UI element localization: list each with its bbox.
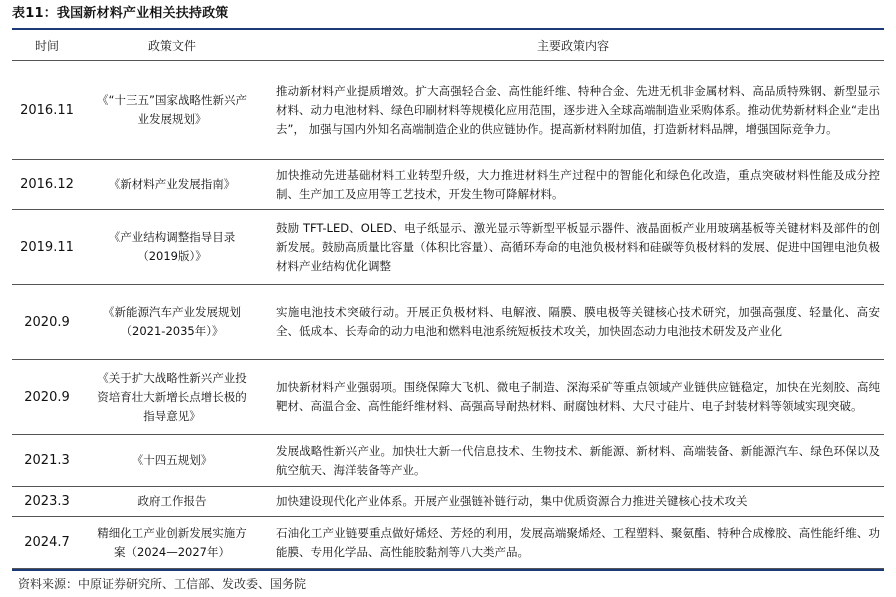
row-content: 鼓励 TFT-LED、OLED、电子纸显示、激光显示等新型平板显示器件、液晶面板产业用玻璃基板等关键材料及部件的创新发展。鼓励高质量比容量（体积比容量）、高循环寿命的电池负极材料和硅碳等负极材料的发展、促进中国锂电池负极材料产业结构优化调整 (262, 210, 884, 285)
table-row (12, 160, 884, 210)
row-content: 推动新材料产业提质增效。扩大高强轻合金、高性能纤维、特种合金、先进无机非金属材料、高品质特殊钢、新型显示材料、动力电池材料、绿色印刷材料等规模化应用范围，逐步进入全球高端制造业采购体系。推动优势新材料企业“走出去”， 加强与国内外知名高端制造企业的供应链协作。提高新材料附加值，打造新材料品牌，增强国际竞争力。 (262, 61, 884, 160)
row-date: 2016.11 (12, 61, 82, 160)
table-row (12, 435, 884, 487)
header-content: 主要政策内容 (262, 30, 884, 61)
policy-table (12, 30, 884, 569)
row-content: 加快新材料产业强弱项。围绕保障大飞机、微电子制造、深海采矿等重点领域产业链供应链稳定，加快在光刻胶、高纯靶材、高温合金、高性能纤维材料、高强高导耐热材料、耐腐蚀材料、大尺寸硅片、电子封装材料等领域实现突破。 (262, 360, 884, 435)
row-document: 政府工作报告 (82, 487, 262, 517)
table-title: 表11：我国新材料产业相关扶持政策 (12, 6, 229, 21)
row-document: 《新材料产业发展指南》 (82, 160, 262, 210)
row-content: 石油化工产业链要重点做好烯烃、芳烃的利用，发展高端聚烯烃、工程塑料、聚氨酯、特种合成橡胶、高性能纤维、功能膜、专用化学品、高性能胶黏剂等八大类产品。 (262, 517, 884, 569)
table-row (12, 210, 884, 285)
table-row (12, 285, 884, 360)
row-date: 2024.7 (12, 517, 82, 569)
row-date: 2020.9 (12, 360, 82, 435)
row-document: 《产业结构调整指导目录（2019版）》 (82, 210, 262, 285)
row-document: 《“十三五”国家战略性新兴产业发展规划》 (82, 61, 262, 160)
row-document: 《十四五规划》 (82, 435, 262, 487)
table-row (12, 61, 884, 160)
table-row (12, 360, 884, 435)
row-date: 2019.11 (12, 210, 82, 285)
row-document: 精细化工产业创新发展实施方案（2024—2027年） (82, 517, 262, 569)
row-date: 2023.3 (12, 487, 82, 517)
row-document: 《新能源汽车产业发展规划（2021-2035年）》 (82, 285, 262, 360)
row-date: 2021.3 (12, 435, 82, 487)
row-content: 发展战略性新兴产业。加快壮大新一代信息技术、生物技术、新能源、新材料、高端装备、新能源汽车、绿色环保以及航空航天、海洋装备等产业。 (262, 435, 884, 487)
row-date: 2016.12 (12, 160, 82, 210)
row-content: 加快推动先进基础材料工业转型升级，大力推进材料生产过程中的智能化和绿色化改造，重点突破材料性能及成分控制、生产加工及应用等工艺技术，开发生物可降解材料。 (262, 160, 884, 210)
table-row (12, 487, 884, 517)
table-row (12, 517, 884, 569)
row-document: 《关于扩大战略性新兴产业投资培育壮大新增长点增长极的指导意见》 (82, 360, 262, 435)
header-document: 政策文件 (82, 30, 262, 61)
header-time: 时间 (12, 30, 82, 61)
row-content: 实施电池技术突破行动。开展正负极材料、电解液、隔膜、膜电极等关键核心技术研究，加强高强度、轻量化、高安全、低成本、长寿命的动力电池和燃料电池系统短板技术攻关，加快固态动力电池技术研发及产业化 (262, 285, 884, 360)
row-date: 2020.9 (12, 285, 82, 360)
source-note: 资料来源：中原证券研究所、工信部、发改委、国务院 (18, 576, 307, 591)
row-content: 加快建设现代化产业体系。开展产业强链补链行动，集中优质资源合力推进关键核心技术攻关 (262, 487, 884, 517)
table-header-row (12, 30, 884, 61)
